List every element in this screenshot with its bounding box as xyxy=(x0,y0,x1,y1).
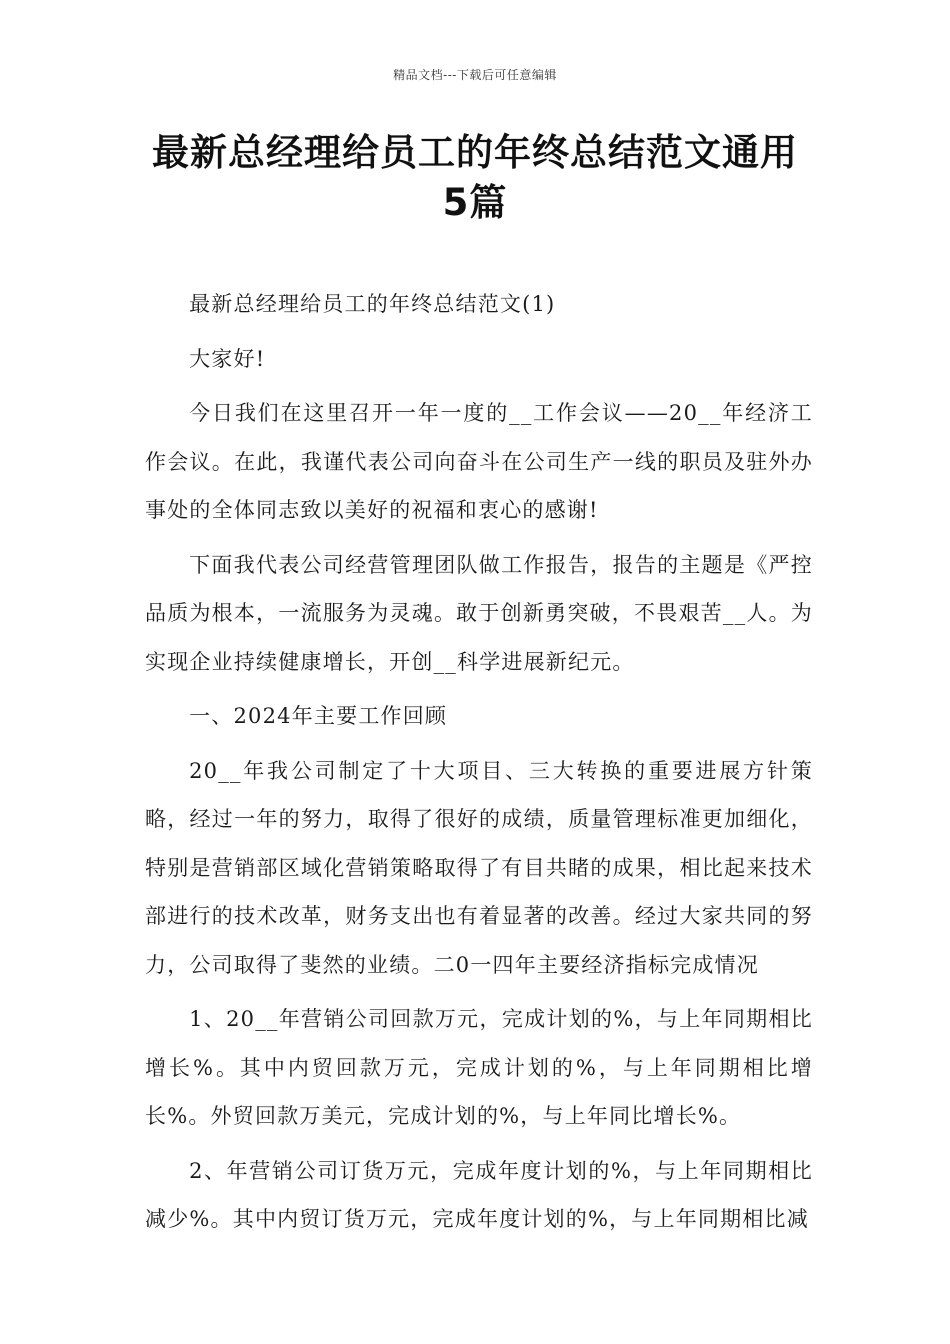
greeting-paragraph: 大家好! xyxy=(189,346,266,371)
title-line-1: 最新总经理给员工的年终总结范文通用 xyxy=(152,131,798,174)
header-note: 精品文档---下载后可任意编辑 xyxy=(393,68,557,82)
body-paragraph: 今日我们在这里召开一年一度的__工作会议——20__年经济工作会议。在此，我谨代表公司向奋斗在公司生产一线的职员及驻外办事处的全体同志致以美好的祝福和衷心的感谢! xyxy=(145,401,813,522)
section-heading: 最新总经理给员工的年终总结范文(1) xyxy=(189,292,556,316)
body-paragraph: 2、年营销公司订货万元，完成年度计划的%，与上年同期相比减少%。其中内贸订货万元，完成年度计划的%，与上年同期相比减 xyxy=(145,1158,813,1231)
document-body xyxy=(145,280,813,1250)
title-line-2: 5篇 xyxy=(442,181,508,224)
body-paragraph: 20__年我公司制定了十大项目、三大转换的重要进展方针策略，经过一年的努力，取得了很好的成绩，质量管理标准更加细化，特别是营销部区域化营销策略取得了有目共睹的成果，相比起来技术部进行的技术改革，财务支出也有着显著的改善。经过大家共同的努力，公司取得了斐然的业绩。二0一四年主要经济指标完成情况 xyxy=(145,758,813,977)
body-paragraph: 1、20__年营销公司回款万元，完成计划的%，与上年同期相比增长%。其中内贸回款万元，完成计划的%，与上年同期相比增长%。外贸回款万美元，完成计划的%，与上年同比增长%。 xyxy=(145,1007,813,1128)
document-title xyxy=(120,128,830,228)
body-paragraph: 下面我代表公司经营管理团队做工作报告，报告的主题是《严控品质为根本，一流服务为灵魂。敢于创新勇突破，不畏艰苦__人。为实现企业持续健康增长，开创__科学进展新纪元。 xyxy=(145,552,813,674)
subsection-heading: 一、2024年主要工作回顾 xyxy=(189,704,448,728)
